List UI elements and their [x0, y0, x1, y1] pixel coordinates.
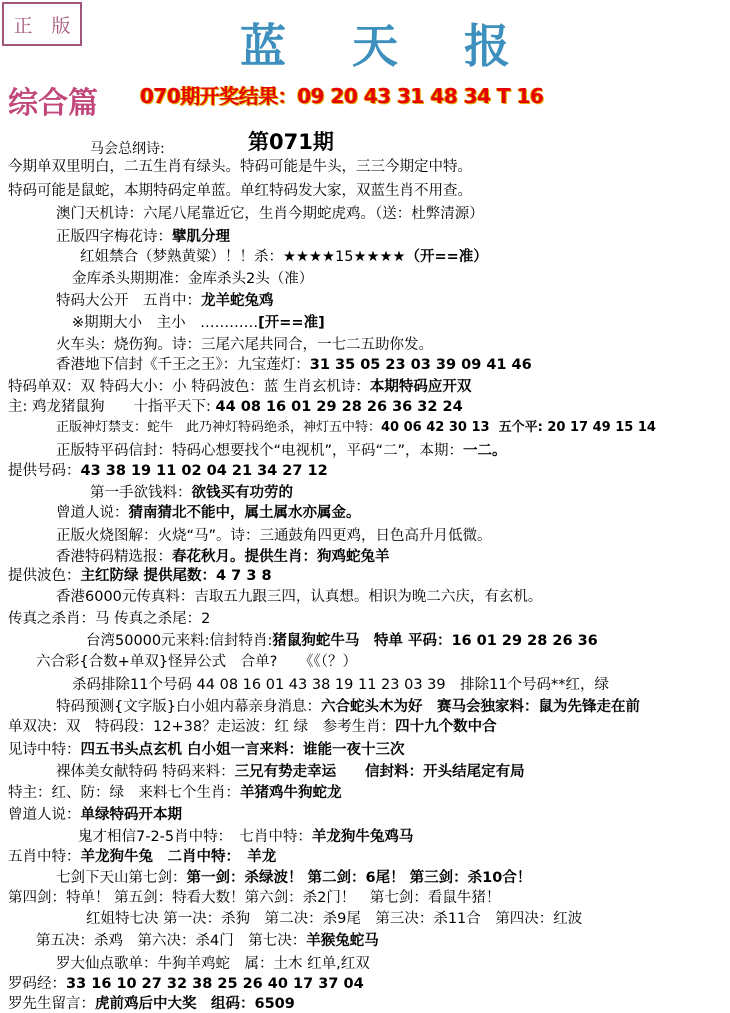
line-value: 羊龙狗牛兔鸡马	[311, 829, 414, 845]
content-line	[56, 763, 525, 781]
content-line	[72, 676, 609, 694]
content-line	[56, 228, 230, 246]
line-label: 提供波色：	[8, 568, 81, 584]
line-label: 七剑下天山第七剑：	[56, 870, 187, 886]
issue-number: 第071期	[248, 130, 334, 154]
line-label: 台湾50000元来料:信封特肖:	[86, 633, 273, 649]
content-line	[36, 653, 357, 671]
line-label: 罗码经：	[8, 976, 66, 992]
line-label: 马会总纲诗:	[90, 141, 165, 157]
content-line	[80, 248, 488, 266]
line-label: 提供号码：	[8, 463, 81, 479]
content-line	[56, 205, 484, 223]
content-line	[8, 610, 210, 628]
content-line	[8, 975, 364, 993]
content-line	[56, 442, 507, 460]
content-line	[8, 889, 500, 907]
line-label: 传真之杀肖：马 传真之杀尾：2	[8, 611, 211, 627]
line-label: 第一手欲钱料：	[90, 485, 192, 501]
masthead-char-1: 蓝	[240, 19, 286, 73]
line-label: 特码单双：双 特码大小：小 特码波色：蓝 生肖玄机诗：	[8, 379, 370, 395]
line-label: 特码预测{文字版}白小姐内幕亲身消息：	[56, 699, 321, 715]
badge-char-left: 正	[13, 14, 33, 37]
content-line	[56, 698, 640, 716]
line-label: 特码大公开 五肖中：	[56, 293, 201, 309]
line-value: 单绿特码开本期	[80, 807, 182, 823]
line-label: 罗大仙点歌单：牛狗羊鸡蛇 属：土木 红单,红双	[56, 956, 370, 972]
line-label: 主: 鸡龙猪鼠狗 十指平天下:	[8, 399, 216, 415]
line-label: 香港特码精选报：	[56, 549, 172, 565]
content-line	[56, 527, 492, 545]
section-title: 综合篇	[8, 86, 98, 121]
content-line	[56, 504, 361, 522]
content-line	[78, 828, 413, 846]
content-line	[90, 140, 165, 158]
line-value: 六合蛇头木为好 赛马会独家料：鼠为先锋走在前	[320, 699, 640, 715]
content-line	[56, 356, 532, 374]
content-line	[8, 462, 328, 480]
line-label: 曾道人说：	[8, 807, 81, 823]
content-line	[8, 718, 497, 736]
line-label: 杀码排除11个号码 44 08 16 01 43 38 19 11 23 03 39 排除11个号码**红，绿	[72, 677, 610, 693]
content-line	[72, 270, 313, 288]
line-value: 31 35 05 23 03 39 09 41 46	[309, 357, 532, 373]
line-label: 单双决：双 特码段：12+38？走运波：红 绿 参考生肖：	[8, 719, 396, 735]
line-label: 见诗中特：	[8, 742, 81, 758]
line-value: 本期特码应开双	[369, 379, 472, 395]
content-line	[8, 398, 463, 416]
line-value: （开==准）	[405, 249, 488, 265]
content-line	[90, 484, 293, 502]
line-value: 一二。	[463, 443, 507, 459]
line-value: 羊龙狗牛兔 二肖中特： 羊龙	[80, 849, 277, 865]
line-label: 五肖中特：	[8, 849, 81, 865]
line-value: [开==准]	[258, 315, 325, 331]
line-value: 33 16 10 27 32 38 25 26 40 17 37 04	[66, 976, 364, 992]
line-label: 火车头：烧伤狗。诗：三尾六尾共同合，一七二五助你发。	[56, 337, 433, 353]
content-line	[56, 869, 531, 887]
line-label: 香港6000元传真料：吉取五九跟三四，认真想。相识为晚二六庆，有玄机。	[56, 589, 543, 605]
line-label: 六合彩{合数+单双}怪异公式 合单? 《《（？）	[36, 654, 358, 670]
line-value: 四十九个数中合	[395, 719, 497, 735]
content-line	[56, 955, 370, 973]
masthead-char-3: 报	[464, 19, 510, 73]
line-label: 正版火烧图解：火烧“马”。诗：三通鼓角四更鸡，日色高升月低微。	[56, 528, 492, 544]
line-label: 罗先生留言：	[8, 996, 95, 1012]
line-label: 红姐禁合（梦熟黄粱）！！杀：★★★★15★★★★	[80, 249, 406, 265]
line-label: 第四剑：特单！ 第五剑：特看大数！第六剑：杀2门！ 第七剑：看鼠牛猪！	[8, 890, 501, 906]
line-value: 主红防绿 提供尾数：4 7 3 8	[80, 568, 272, 584]
line-value: 43 38 19 11 02 04 21 34 27 12	[80, 463, 328, 479]
line-value: 40 06 42 30 13 五个平: 20 17 49 15 14	[381, 420, 656, 435]
line-label: 特主：红、防：绿 来料七个生肖：	[8, 785, 240, 801]
line-value: 虎前鸡后中大奖 组码：6509	[95, 996, 295, 1012]
masthead-char-2: 天	[352, 19, 398, 73]
content-line	[56, 419, 656, 437]
line-label: 正版神灯禁支：蛇牛 此乃神灯特码绝杀，神灯五中特：	[56, 420, 382, 435]
badge-char-right: 版	[51, 14, 71, 37]
line-value: 欲钱买有功劳的	[191, 485, 293, 501]
line-value: 四五书头点玄机 白小姐一言来料：谁能一夜十三次	[80, 742, 405, 758]
line-value: 羊猴兔蛇马	[306, 933, 379, 949]
content-line	[8, 182, 472, 200]
content-line	[8, 741, 405, 759]
content-line	[86, 910, 582, 928]
genuine-edition-badge	[2, 2, 82, 46]
content-line	[56, 336, 433, 354]
line-value: 猜南猜北不能中，属土属水亦属金。	[128, 505, 361, 521]
content-line	[8, 784, 342, 802]
line-value: 三兄有势走幸运 信封料：开头结尾定有局	[234, 764, 525, 780]
line-label: 第五决：杀鸡 第六决：杀4门 第七决：	[36, 933, 307, 949]
line-value: 羊猪鸡牛狗蛇龙	[240, 785, 342, 801]
line-value: 第一剑：杀绿波！ 第二剑：6尾！ 第三剑：杀10合！	[186, 870, 532, 886]
content-line	[56, 548, 390, 566]
content-line	[8, 848, 276, 866]
line-label: 正版四字梅花诗：	[56, 229, 172, 245]
line-label: 鬼才相信7-2-5肖中特： 七肖中特：	[78, 829, 312, 845]
content-line	[8, 806, 182, 824]
content-line	[8, 158, 472, 176]
line-label: ※期期大小 主小 …………	[72, 315, 259, 331]
draw-result-headline: 070期开奖结果：09 20 43 31 48 34 T 16	[140, 84, 544, 108]
content-line	[8, 567, 272, 585]
line-value: 猪鼠狗蛇牛马 特单 平码：16 01 29 28 26 36	[272, 633, 598, 649]
content-line	[8, 378, 471, 396]
content-line	[36, 932, 379, 950]
line-label: 裸体美女献特码 特码来料：	[56, 764, 235, 780]
line-value: 擘肌分理	[172, 229, 230, 245]
content-line	[56, 292, 274, 310]
line-label: 红姐特七决 第一决：杀狗 第二决：杀9尾 第三决：杀11合 第四决：红波	[86, 911, 583, 927]
line-label: 特码可能是鼠蛇，本期特码定单蓝。单红特码发大家，双蓝生肖不用查。	[8, 183, 472, 199]
line-label: 澳门天机诗：六尾八尾靠近它，生肖今期蛇虎鸡。（送：杜弊清源）	[56, 206, 484, 222]
line-value: 春花秋月。提供生肖：狗鸡蛇兔羊	[172, 549, 390, 565]
line-label: 正版特平码信封：特码心想要找个“电视机”，平码“二”，本期：	[56, 443, 464, 459]
line-label: 金库杀头期期准：金库杀头2头（准）	[72, 271, 314, 287]
line-value: 44 08 16 01 29 28 26 36 32 24	[215, 399, 463, 415]
content-line	[8, 995, 295, 1013]
content-line	[56, 588, 542, 606]
masthead-title	[240, 10, 510, 76]
line-label: 曾道人说：	[56, 505, 129, 521]
content-line	[72, 314, 325, 332]
content-line	[86, 632, 598, 650]
line-value: 龙羊蛇兔鸡	[201, 293, 274, 309]
line-label: 今期单双里明白，二五生肖有绿头。特码可能是牛头，三三今期定中特。	[8, 159, 472, 175]
line-label: 香港地下信封《千王之王》：九宝莲灯：	[56, 357, 310, 373]
